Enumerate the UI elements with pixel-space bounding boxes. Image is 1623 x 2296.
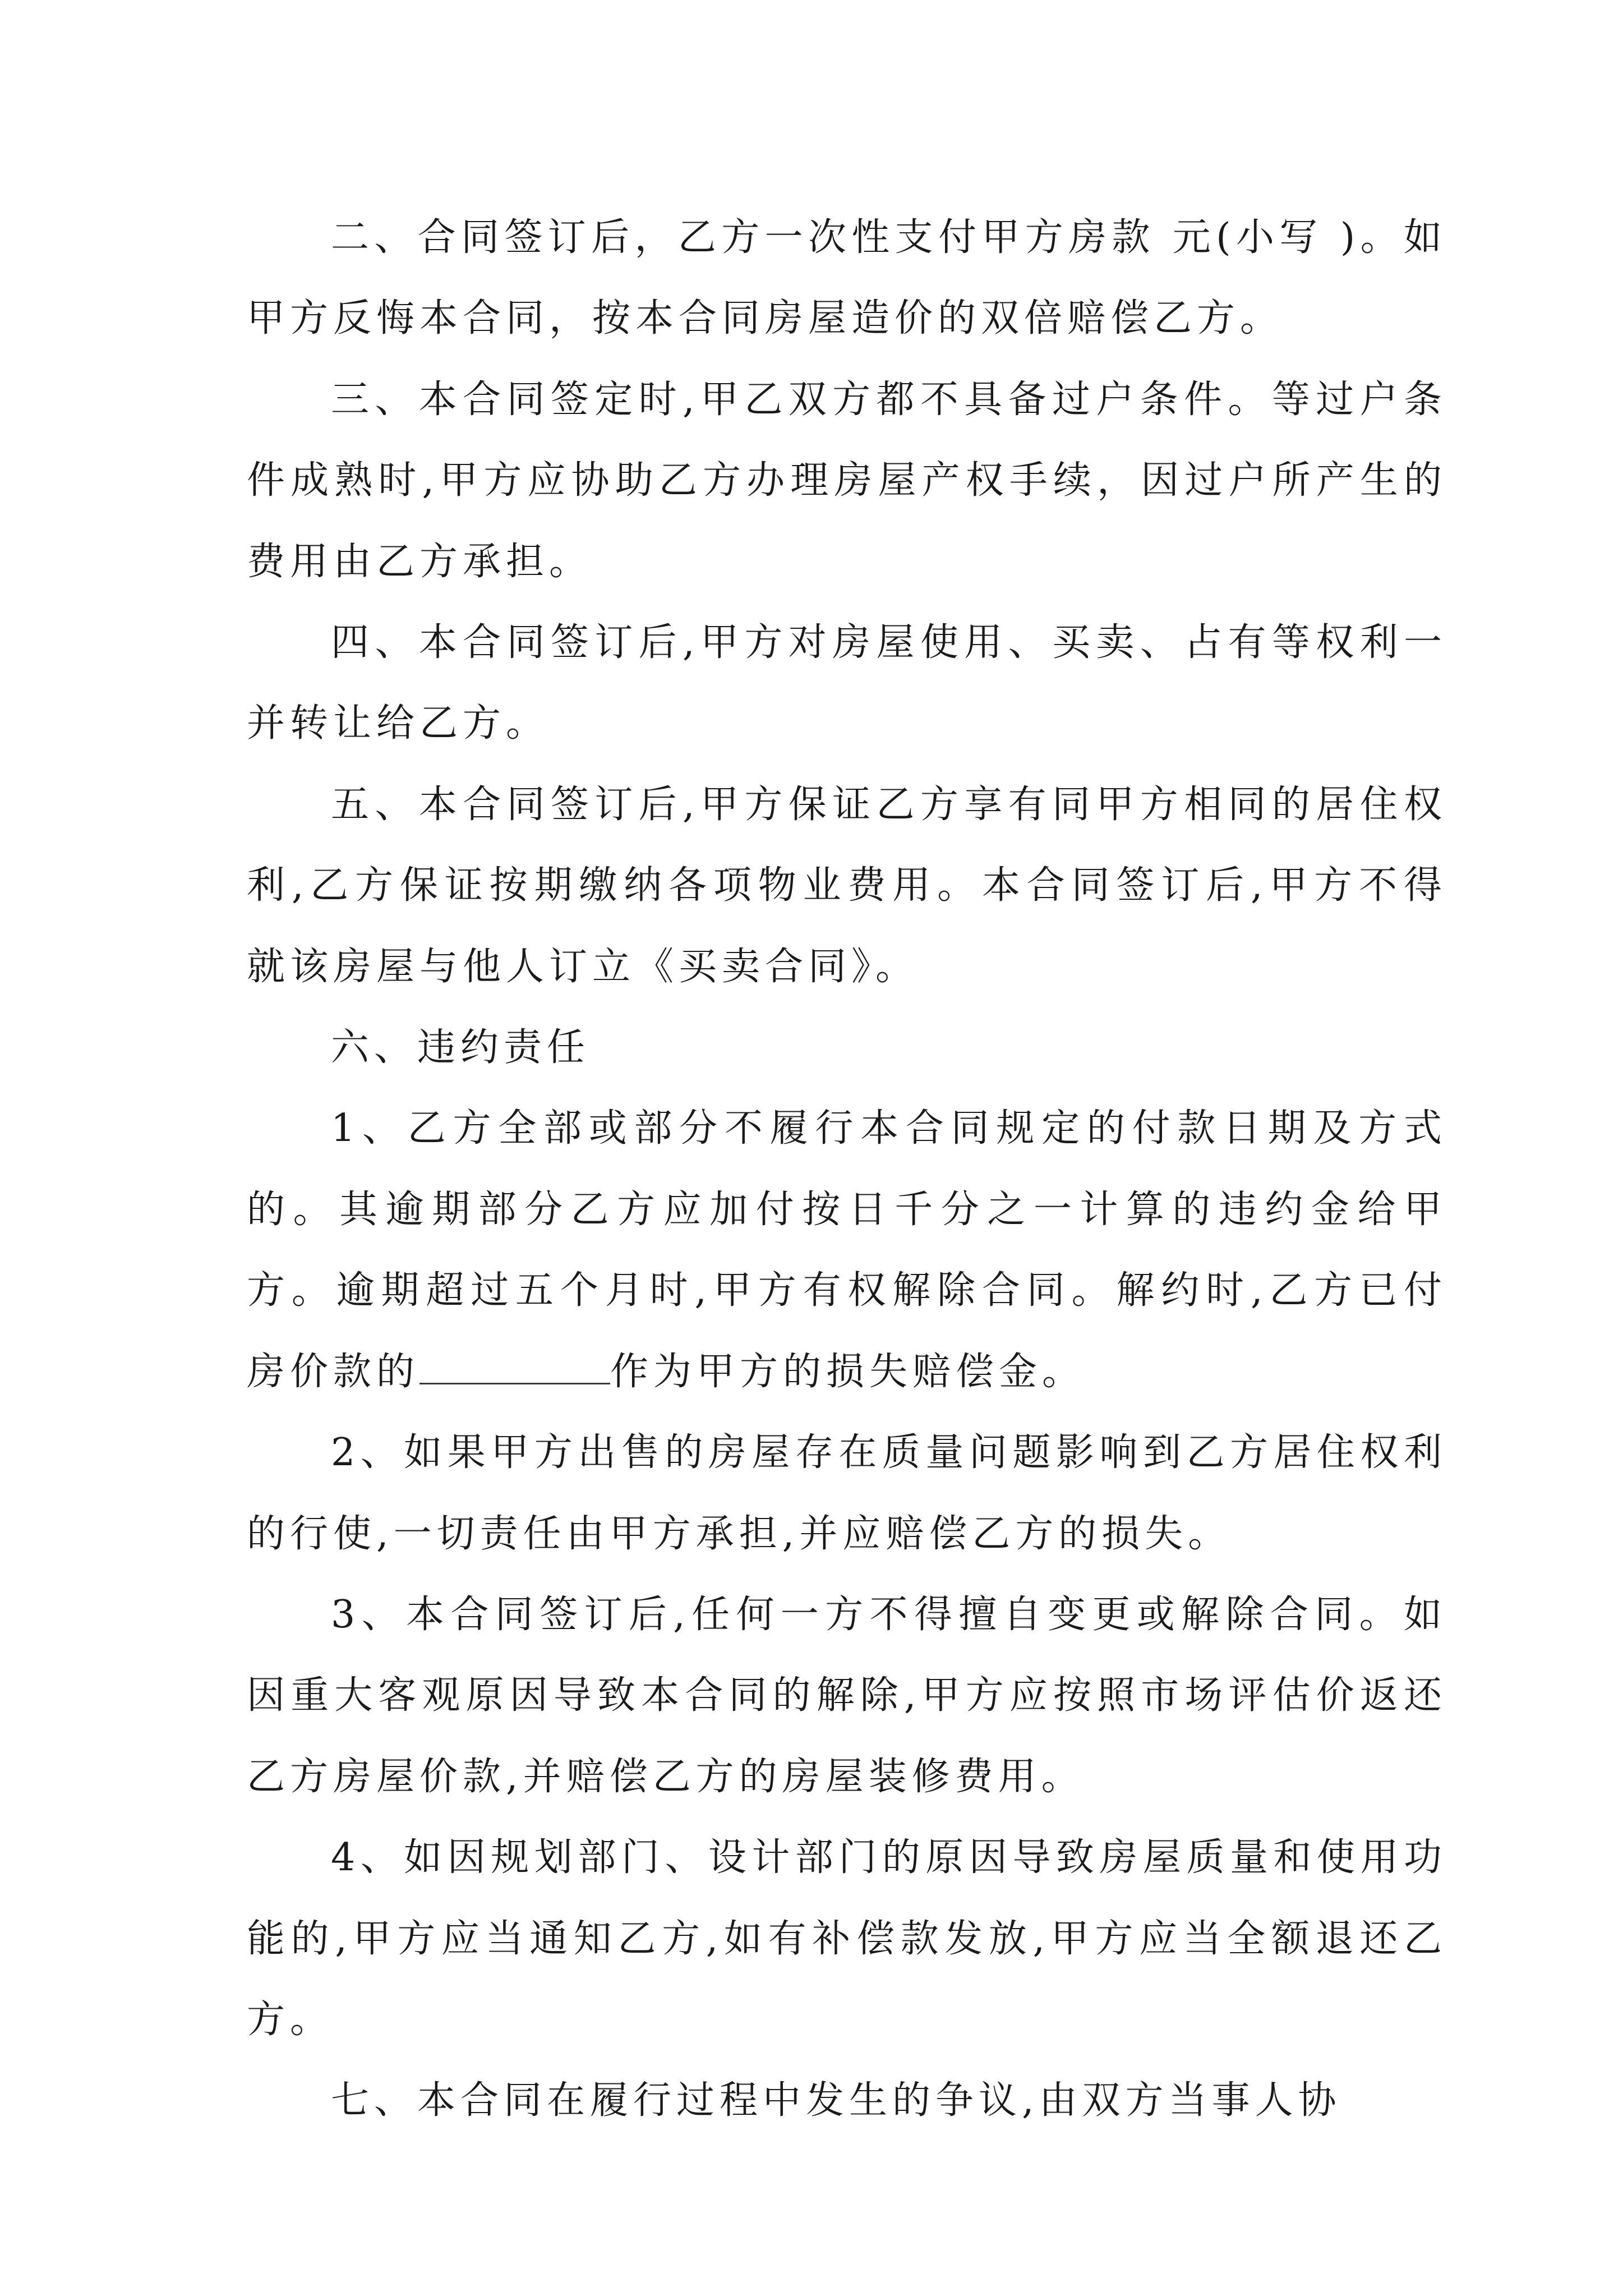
contract-body — [247, 197, 1447, 2142]
clause-2-payment: 二、合同签订后，乙方一次性支付甲方房款 元(小写 )。如甲方反悔本合同，按本合同房屋造价的双倍赔偿乙方。 — [247, 215, 1447, 341]
clause-6-item-1-tail: 作为甲方的损失赔偿金。 — [610, 1349, 1086, 1394]
clause-6-item-3: 3、本合同签订后,任何一方不得擅自变更或解除合同。如因重大客观原因导致本合同的解除,甲方应按照市场评估价返还乙方房屋价款,并赔偿乙方的房屋装修费用。 — [247, 1592, 1447, 1799]
fill-in-blank — [419, 1349, 610, 1384]
clause-3-transfer: 三、本合同签定时,甲乙双方都不具备过户条件。等过户条件成熟时,甲方应协助乙方办理房屋产权手续，因过户所产生的费用由乙方承担。 — [247, 377, 1447, 584]
clause-6-item-1 — [247, 1088, 1447, 1412]
clause-7-dispute: 七、本合同在履行过程中发生的争议,由双方当事人协 — [331, 2078, 1341, 2123]
clause-6-item-4: 4、如因规划部门、设计部门的原因导致房屋质量和使用功能的,甲方应当通知乙方,如有补偿款发放,甲方应当全额退还乙方。 — [247, 1835, 1447, 2042]
clause-6-item-2: 2、如果甲方出售的房屋存在质量问题影响到乙方居住权利的行使,一切责任由甲方承担,并应赔偿乙方的损失。 — [247, 1430, 1447, 1556]
clause-6-heading: 六、违约责任 — [331, 1025, 591, 1070]
clause-4-rights: 四、本合同签订后,甲方对房屋使用、买卖、占有等权利一并转让给乙方。 — [247, 620, 1447, 746]
clause-5-residence: 五、本合同签订后,甲方保证乙方享有同甲方相同的居住权利,乙方保证按期缴纳各项物业费用。本合同签订后,甲方不得就该房屋与他人订立《买卖合同》。 — [247, 782, 1447, 989]
clause-6-item-1-text: 1、乙方全部或部分不履行本合同规定的付款日期及方式的。其逾期部分乙方应加付按日千分之一计算的违约金给甲方。逾期超过五个月时,甲方有权解除合同。解约时,乙方已付房价款的 — [247, 1106, 1447, 1394]
